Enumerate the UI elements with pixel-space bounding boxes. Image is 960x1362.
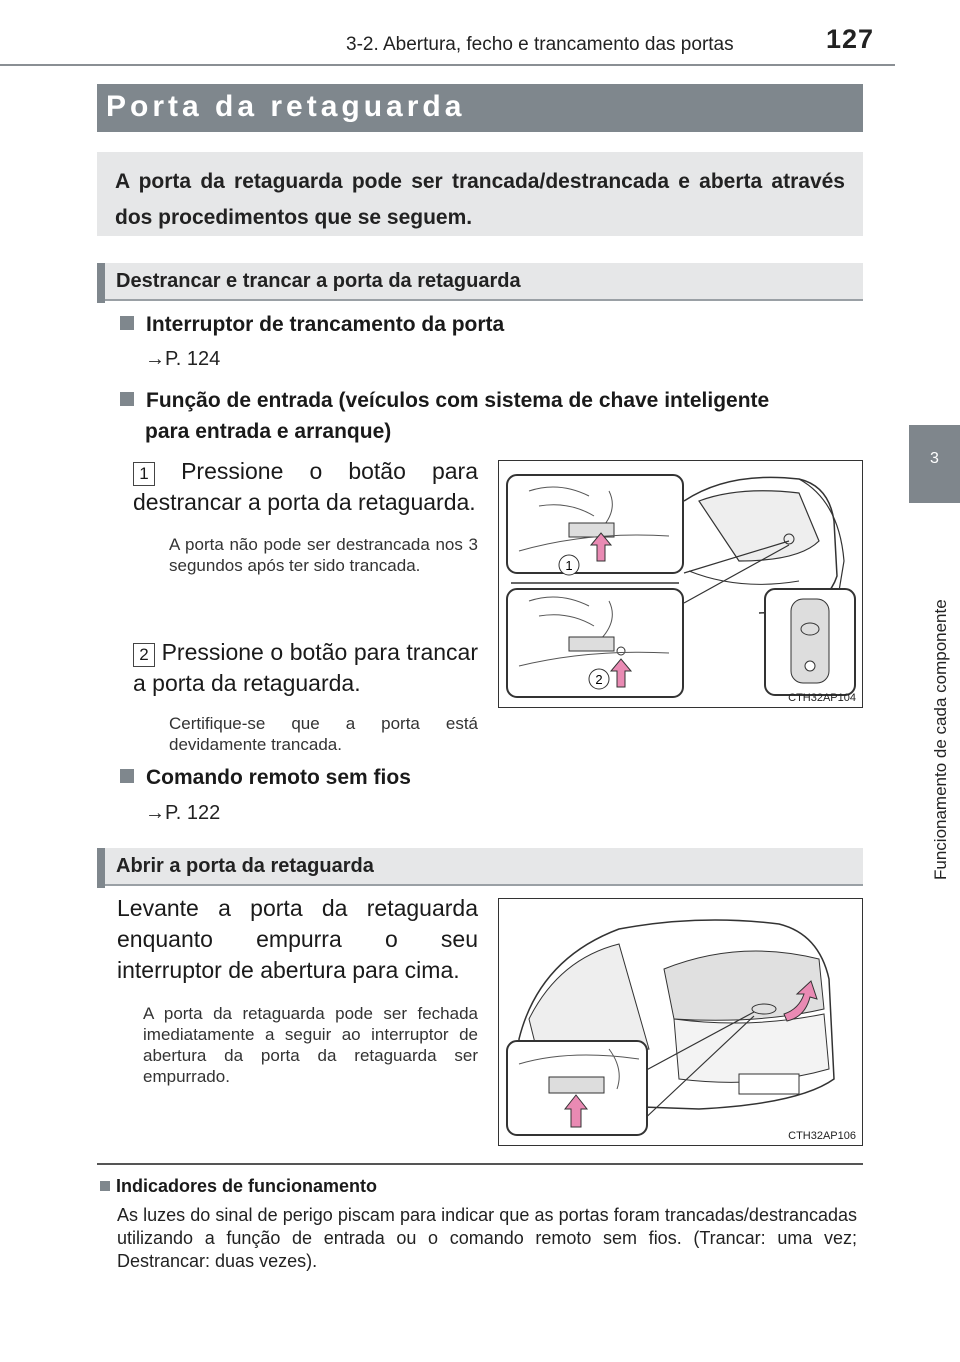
item-wireless-remote: Comando remoto sem fios — [120, 762, 411, 793]
figure-tailgate-open — [498, 898, 863, 1146]
figure-tailgate-button — [498, 460, 863, 708]
step-1: 1 Pressione o botão para destrancar a porta da retaguarda. A porta não pode ser destrancada nos 3 segundos após ter sido trancada. — [133, 458, 479, 575]
callout-1: 1 — [565, 558, 573, 573]
figure-illustration — [499, 899, 862, 1145]
section-heading-open — [97, 848, 863, 886]
bullet-square-icon — [120, 769, 134, 783]
figure-code: CTH32AP106 — [788, 1130, 856, 1142]
bullet-square-icon — [100, 1181, 110, 1191]
page-reference-link[interactable]: →P. 122 — [145, 802, 221, 824]
open-instruction-text: Levante a porta da retaguarda enquanto empurra o seu interruptor de abertura para cima. — [117, 895, 478, 983]
section-divider — [97, 1163, 863, 1165]
chapter-label: Funcionamento de cada componente — [931, 599, 950, 880]
intro-box: A porta da retaguarda pode ser trancada/destrancada e aberta através dos procedimentos que se seguem. — [97, 152, 863, 236]
bullet-square-icon — [120, 316, 134, 330]
callout-2: 2 — [595, 672, 603, 687]
step-1-note: A porta não pode ser destrancada nos 3 segundos após ter sido trancada. — [169, 535, 478, 575]
page-title: Porta da retaguarda — [97, 84, 863, 132]
item-entry-function: Função de entrada (veículos com sistema de chave inteligente para entrada e arranque) — [120, 385, 865, 447]
page-reference-link[interactable]: →P. 124 — [145, 348, 221, 370]
figure-illustration — [499, 461, 862, 707]
indicators-text: As luzes do sinal de perigo piscam para indicar que as portas foram trancadas/destrancadas utilizando a função de entrada ou o comando remoto sem fios. (Trancar: uma vez; Destrancar: duas vezes). — [117, 1205, 857, 1271]
bullet-square-icon — [120, 392, 134, 406]
step-number-box: 1 — [133, 462, 155, 486]
open-note: A porta da retaguarda pode ser fechada imediatamente a seguir ao interruptor de abertura da porta da retaguarda ser empurrado. — [143, 1004, 478, 1086]
step-number-box: 2 — [133, 643, 155, 667]
header-rule — [0, 64, 895, 66]
page-number: 127 — [826, 24, 875, 54]
running-header: 3-2. Abertura, fecho e trancamento das portas — [346, 34, 734, 55]
figure-code: CTH32AP104 — [788, 692, 856, 704]
section-heading-text: Abrir a porta da retaguarda — [116, 855, 374, 877]
step-2-note: Certifique-se que a porta está devidamente trancada. — [169, 714, 478, 754]
section-heading-text: Destrancar e trancar a porta da retaguarda — [116, 270, 521, 292]
step-2: 2 Pressione o botão para trancar a porta da retaguarda. Certifique-se que a porta está devidamente trancada. — [133, 639, 479, 754]
item-door-lock-switch: Interruptor de trancamento da porta — [120, 309, 504, 340]
indicators-title: Indicadores de funcionamento — [100, 1176, 377, 1197]
chapter-number: 3 — [930, 450, 939, 467]
section-heading-lock — [97, 263, 863, 301]
open-instructions — [117, 893, 478, 1087]
